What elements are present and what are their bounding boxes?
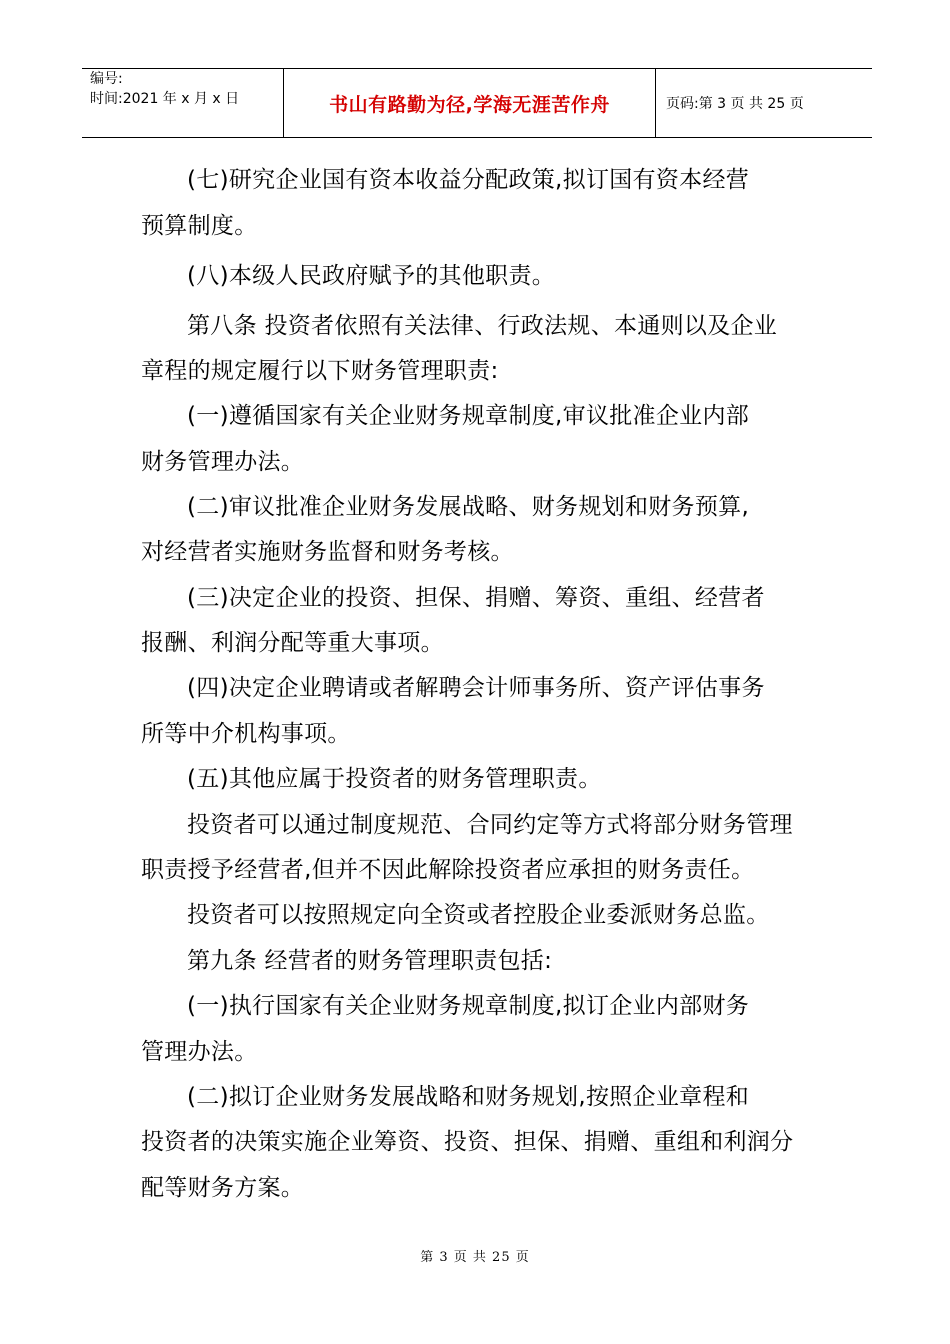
paragraph-line: 第九条 经营者的财务管理职责包括: bbox=[187, 948, 553, 974]
page-footer: 第 3 页 共 25 页 bbox=[420, 1250, 530, 1265]
paragraph-line: (一)遵循国家有关企业财务规章制度,审议批准企业内部 bbox=[187, 403, 750, 429]
paragraph-line: 管理办法。 bbox=[141, 1039, 258, 1065]
paragraph-line: (七)研究企业国有资本收益分配政策,拟订国有资本经营 bbox=[187, 167, 750, 193]
header-page-info: 页码:第 3 页 共 25 页 bbox=[666, 96, 804, 112]
header-motto-cell bbox=[284, 69, 656, 137]
paragraph-line: 职责授予经营者,但并不因此解除投资者应承担的财务责任。 bbox=[141, 857, 755, 883]
paragraph-line: 所等中介机构事项。 bbox=[141, 721, 351, 747]
document-date-label: 时间:2021 年 x 月 x 日 bbox=[90, 91, 240, 107]
paragraph-line: 投资者可以通过制度规范、合同约定等方式将部分财务管理 bbox=[187, 812, 793, 838]
paragraph-line: 报酬、利润分配等重大事项。 bbox=[141, 630, 444, 656]
paragraph-line: 预算制度。 bbox=[141, 213, 258, 239]
paragraph-line: (五)其他应属于投资者的财务管理职责。 bbox=[187, 766, 602, 792]
paragraph-line: 第八条 投资者依照有关法律、行政法规、本通则以及企业 bbox=[187, 313, 778, 339]
paragraph-line: 投资者可以按照规定向全资或者控股企业委派财务总监。 bbox=[187, 902, 770, 928]
paragraph-line: (八)本级人民政府赋予的其他职责。 bbox=[187, 263, 556, 289]
header-meta-cell bbox=[82, 69, 284, 137]
header-motto: 书山有路勤为径,学海无涯苦作舟 bbox=[329, 93, 610, 116]
header-page-cell bbox=[656, 69, 872, 137]
paragraph-line: 章程的规定履行以下财务管理职责: bbox=[141, 358, 499, 384]
paragraph-line: 对经营者实施财务监督和财务考核。 bbox=[141, 539, 514, 565]
paragraph-line: (二)审议批准企业财务发展战略、财务规划和财务预算, bbox=[187, 494, 750, 520]
document-number-label: 编号: bbox=[90, 71, 123, 87]
paragraph-line: 财务管理办法。 bbox=[141, 449, 305, 475]
document-header bbox=[82, 68, 872, 138]
paragraph-line: 投资者的决策实施企业筹资、投资、担保、捐赠、重组和利润分 bbox=[141, 1129, 794, 1155]
paragraph-line: 配等财务方案。 bbox=[141, 1175, 305, 1201]
paragraph-line: (一)执行国家有关企业财务规章制度,拟订企业内部财务 bbox=[187, 993, 750, 1019]
paragraph-line: (三)决定企业的投资、担保、捐赠、筹资、重组、经营者 bbox=[187, 585, 765, 611]
paragraph-line: (二)拟订企业财务发展战略和财务规划,按照企业章程和 bbox=[187, 1084, 750, 1110]
paragraph-line: (四)决定企业聘请或者解聘会计师事务所、资产评估事务 bbox=[187, 675, 765, 701]
